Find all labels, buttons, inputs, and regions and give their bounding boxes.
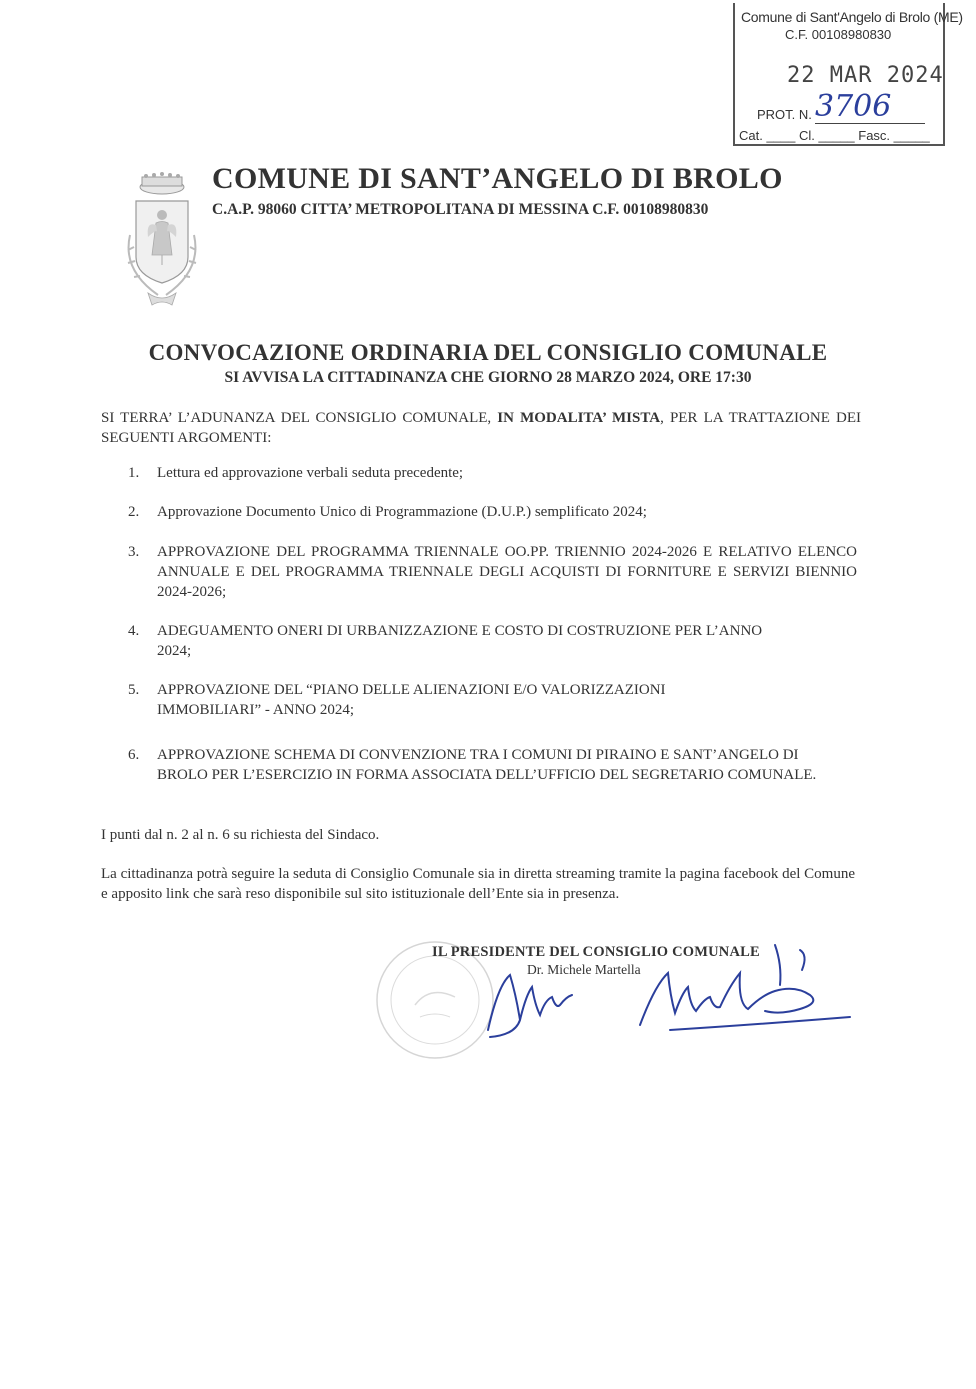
- notice-paragraph: La cittadinanza potrà seguire la seduta di Consiglio Comunale sia in diretta streaming tramite la pagina facebook del Comune e apposito link che sarà reso disponibile sul sito istituzionale dell’Ente sia in presenza.: [101, 866, 855, 902]
- agenda-item-text: APPROVAZIONE SCHEMA DI CONVENZIONE TRA I COMUNI DI PIRAINO E SANT’ANGELO DI BROLO PER L’ESERCIZIO IN FORMA ASSOCIATA DELL’UFFICIO DEL SEGRETARIO COMUNALE.: [157, 747, 817, 783]
- agenda-item-number: 1.: [128, 465, 140, 481]
- municipality-title: COMUNE DI SANT’ANGELO DI BROLO: [212, 162, 783, 195]
- stamp-date: 22 MAR 2024: [787, 63, 944, 88]
- agenda-item-number: 4.: [128, 623, 140, 639]
- agenda-item-number: 5.: [128, 682, 140, 698]
- notice-title: CONVOCAZIONE ORDINARIA DEL CONSIGLIO COMUNALE: [148, 340, 828, 365]
- stamp-municipality: Comune di Sant'Angelo di Brolo (ME): [741, 9, 963, 25]
- agenda-item-text: APPROVAZIONE DEL PROGRAMMA TRIENNALE OO.PP. TRIENNIO 2024-2026 E RELATIVO ELENCO ANNUALE E DEL PROGRAMMA TRIENNALE DEGLI ACQUISTI DI FORNITURE E SERVIZI BIENNIO 2024-2026;: [157, 544, 857, 600]
- stamp-bottom-border: [735, 144, 943, 146]
- municipality-subtitle: C.A.P. 98060 CITTA’ METROPOLITANA DI MESSINA C.F. 00108980830: [212, 201, 709, 218]
- intro-text-end: , PER LA TRATTAZIONE DEI SEGUENTI ARGOMENTI:: [101, 410, 861, 446]
- protocol-stamp: [733, 3, 963, 146]
- stamp-prot-label: PROT. N.: [757, 107, 812, 122]
- agenda-item-text: APPROVAZIONE DEL “PIANO DELLE ALIENAZIONI E/O VALORIZZAZIONI IMMOBILIARI” - ANNO 2024;: [157, 682, 666, 718]
- stamp-prot-number: 3706: [815, 89, 892, 124]
- notice-note: I punti dal n. 2 al n. 6 su richiesta del Sindaco.: [101, 827, 380, 843]
- agenda-item-number: 2.: [128, 504, 140, 520]
- intro-text-start: SI TERRA’ L’ADUNANZA DEL CONSIGLIO COMUNALE,: [101, 410, 498, 426]
- agenda-item-number: 3.: [128, 544, 140, 560]
- notice-subtitle: SI AVVISA LA CITTADINANZA CHE GIORNO 28 MARZO 2024, ORE 17:30: [224, 369, 752, 386]
- stamp-classification: Cat. ____ Cl. _____ Fasc. _____: [739, 128, 930, 143]
- intro-text-bold: IN MODALITA’ MISTA: [497, 410, 661, 426]
- agenda-item-text: Approvazione Documento Unico di Programmazione (D.U.P.) semplificato 2024;: [157, 504, 647, 520]
- agenda-item-text: Lettura ed approvazione verbali seduta precedente;: [157, 465, 464, 481]
- stamp-prot-underline: [815, 123, 925, 124]
- municipal-crest-icon: [112, 165, 212, 310]
- agenda-item-text: ADEGUAMENTO ONERI DI URBANIZZAZIONE E COSTO DI COSTRUZIONE PER L’ANNO 2024;: [157, 623, 763, 659]
- stamp-fiscal-code: C.F. 00108980830: [785, 27, 892, 42]
- agenda-item-number: 6.: [128, 747, 140, 763]
- signatory-name: Dr. Michele Martella: [527, 962, 641, 977]
- signatory-title: IL PRESIDENTE DEL CONSIGLIO COMUNALE: [432, 944, 760, 960]
- notice-intro: [101, 408, 861, 448]
